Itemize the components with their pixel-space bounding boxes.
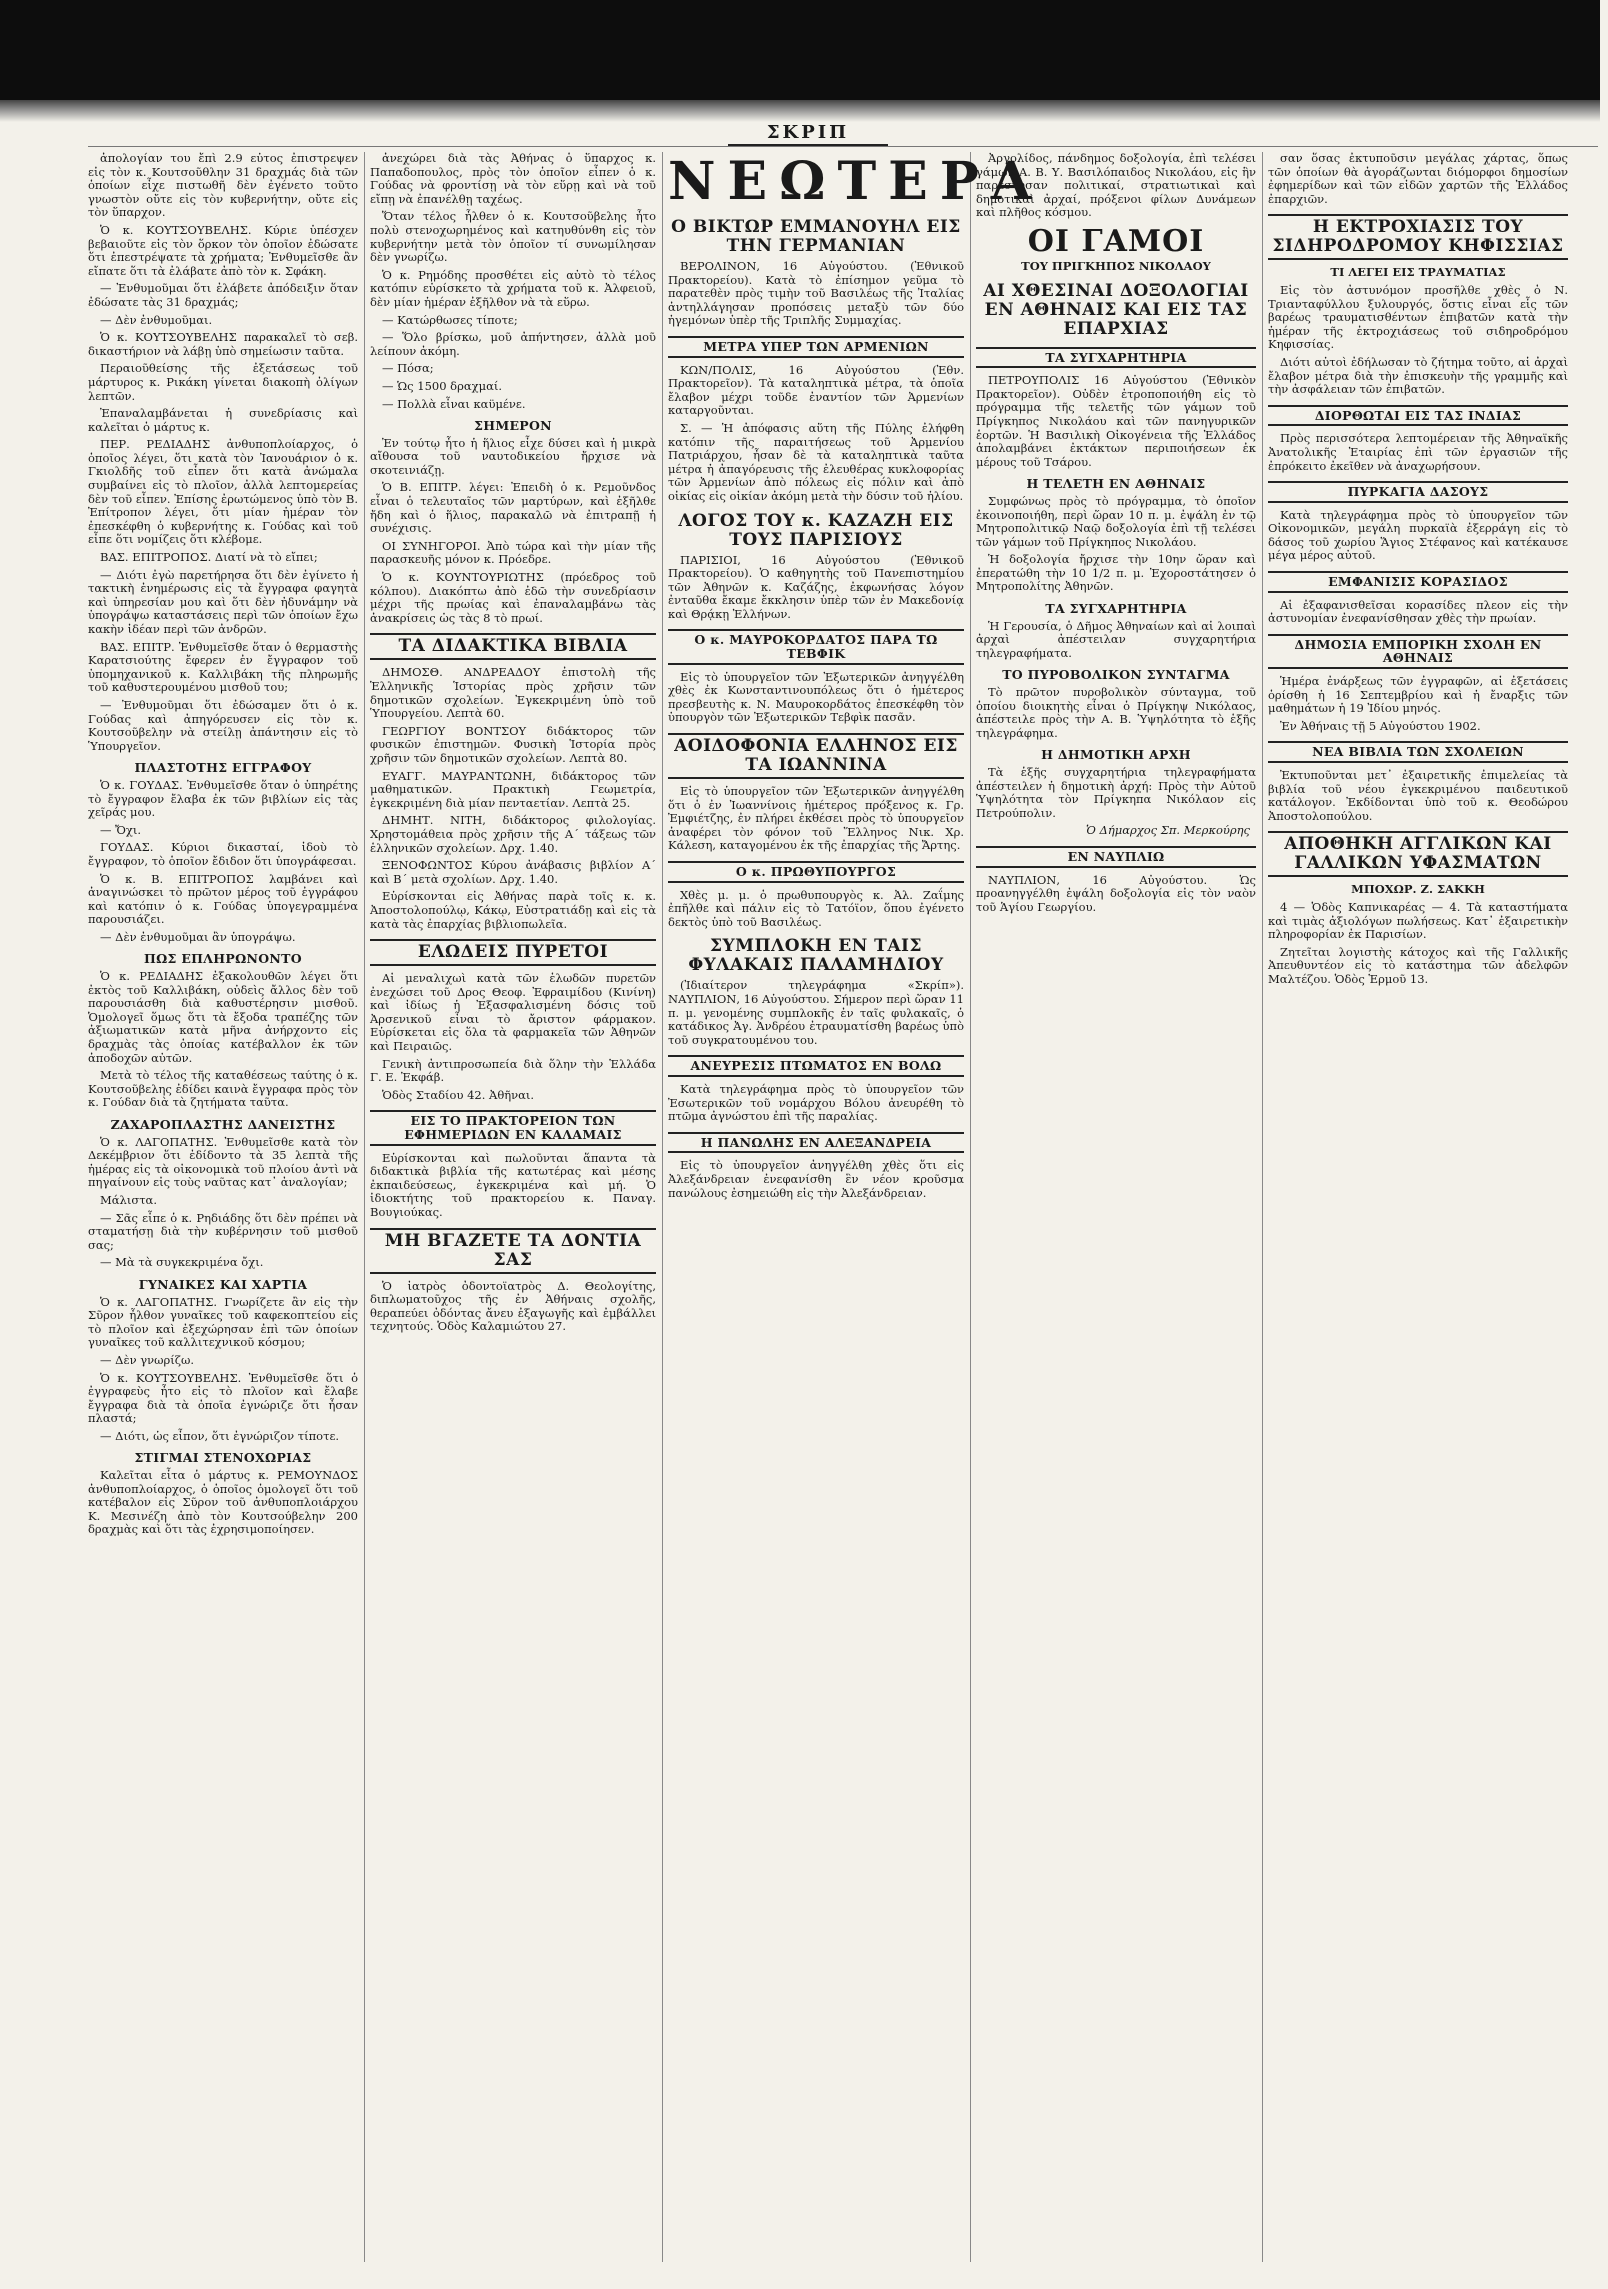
article-paragraph: Εἰς τὸ ὑπουργεῖον ἀνηγγέλθη χθὲς ὅτι εἰς Ἀλεξάνδρειαν ἐνεφανίσθη ἓν νέον κροῦσμα πανώλους ἐσημειώθη εἰς τὴν Ἀλεξάνδρειαν.: [668, 1158, 964, 1200]
column-divider: [1262, 152, 1263, 2262]
article-paragraph: Ὁδὸς Σταδίου 42. Ἀθῆναι.: [382, 1087, 535, 1102]
article-paragraph: Ὁ κ. ΛΑΓΟΠΑΤΗΣ. Γνωρίζετε ἂν εἰς τὴν Σῦρον ἦλθον γυναῖκες τοῦ καφεκοπτείου εἰς τὸ πλοῖον καὶ ἐξεχώρησαν ἐπὶ τῶν ὁποίων γυναῖκες τοῦ καλλιτεχνικοῦ κόσμου;: [88, 1294, 358, 1350]
masthead-rule: [88, 146, 1598, 147]
article-paragraph: Ἡ δοξολογία ἤρχισε τὴν 10ην ὥραν καὶ ἐπερατώθη τὴν 10 1/2 π. μ. Ἐχοροστάτησεν ὁ Μητροπολίτης Ἀθηνῶν.: [976, 552, 1256, 594]
article-paragraph: Εὑρίσκονται εἰς Ἀθήνας παρὰ τοῖς κ. κ. Ἀποστολοπούλῳ, Κάκῳ, Εὐστρατιάδῃ καὶ εἰς τὰ κατὰ τὰς ἐπαρχίας βιβλιοπωλεῖα.: [370, 889, 656, 931]
article-paragraph: Ἀργολίδος, πάνδημος δοξολογία, ἐπὶ τελέσει γάμων Α. Β. Υ. Βασιλόπαιδος Νικολάου, εἰς ἣν παρέστησαν πολιτικαί, στρατιωτικαὶ καὶ δημοτικαὶ ἀρχαί, πρόξενοι φίλων Δυνάμεων καὶ πλῆθος κόσμου.: [976, 151, 1256, 220]
article-headline: ΛΟΓΟΣ ΤΟΥ κ. ΚΑΖΑΖΗ ΕΙΣ ΤΟΥΣ ΠΑΡΙΣΙΟΥΣ: [678, 510, 954, 550]
article-headline: ΑΝΕΥΡΕΣΙΣ ΠΤΩΜΑΤΟΣ ΕΝ ΒΟΛΩ: [668, 1055, 964, 1077]
article-paragraph: Ὁ κ. ΓΟΥΔΑΣ. Ἐνθυμεῖσθε ὅταν ὁ ὑπηρέτης τὸ ἔγγραφον ἔλαβα ἐκ τῶν βιβλίων εἰς τὰς χεῖράς μου.: [88, 777, 358, 820]
article-paragraph: Ἡ Γερουσία, ὁ Δῆμος Ἀθηναίων καὶ αἱ λοιπαὶ ἀρχαὶ ἀπέστειλαν συγχαρητήρια τηλεγραφήματα.: [976, 618, 1256, 660]
article-paragraph: Ὁ κ. ΚΟΥΤΣΟΥΒΕΛΗΣ παρακαλεῖ τὸ σεβ. δικαστήριον νὰ λάβῃ ὑπὸ σημείωσιν ταῦτα.: [88, 330, 358, 358]
article-headline: ΓΥΝΑΙΚΕΣ ΚΑΙ ΧΑΡΤΙΑ: [138, 1276, 308, 1292]
article-paragraph: ΒΕΡΟΛΙΝΟΝ, 16 Αὐγούστου. (Ἐθνικοῦ Πρακτορείου). Κατὰ τὸ ἐπίσημον γεῦμα τὸ παρατεθὲν πρὸς τιμὴν τοῦ Βασιλέως τῆς Ἰταλίας ἀντηλλάγησαν προπόσεις μεταξὺ τῶν δύο ἡγεμόνων ὑπὲρ τῆς Τριπλῆς Συμμαχίας.: [668, 259, 964, 328]
article-headline: Ο κ. ΠΡΩΘΥΠΟΥΡΓΟΣ: [668, 861, 964, 883]
article-paragraph: — Ἐνθυμοῦμαι ὅτι ἐλάβετε ἀπόδειξιν ὅταν ἐδώσατε τὰς 31 δραχμάς;: [88, 281, 358, 309]
article-headline: ΠΥΡΚΑΓΙΑ ΔΑΣΟΥΣ: [1268, 481, 1568, 503]
article-paragraph: Κατὰ τηλεγράφημα πρὸς τὸ ὑπουργεῖον τῶν Οἰκονομικῶν, μεγάλη πυρκαϊὰ ἐξερράγη εἰς τὸ δάσος τοῦ χωρίου Ἅγιος Στέφανος καὶ κατέκαυσε μέγα μέρος αὐτοῦ.: [1268, 507, 1568, 563]
article-paragraph: Εἰς τὸ ὑπουργεῖον τῶν Ἐξωτερικῶν ἀνηγγέλθη χθὲς ἐκ Κωνσταντινουπόλεως ὅτι ὁ ἡμέτερος πρεσβευτὴς κ. Ν. Μαυροκορδάτος ἐπεσκέφθη τὸν ὑπουργὸν τῶν Ἐξωτερικῶν Τεβφὶκ πασᾶν.: [668, 669, 964, 725]
article-paragraph: Περαιοῦθείσης τῆς ἐξετάσεως τοῦ μάρτυρος κ. Ρικάκη γίνεται διακοπὴ ὀλίγων λεπτῶν.: [88, 361, 358, 403]
article-paragraph: Γενικὴ ἀντιπροσωπεία διὰ ὅλην τὴν Ἑλλάδα Γ. Ε. Ἐκφάβ.: [370, 1056, 656, 1085]
column-5: [1268, 152, 1568, 2262]
column-1: [88, 152, 358, 2262]
article-paragraph: — Ὡς 1500 δραχμαί.: [382, 378, 503, 393]
article-paragraph: Ὁ κ. Ρημόδης προσθέτει εἰς αὐτὸ τὸ τέλος κατόπιν εὑρίσκετο τὰ χρήματα τοῦ κ. Ἀλφειοῦ, δὲν μίαν ἡμέραν ἐξῆλθον νὰ τὰ εὕρω.: [370, 267, 656, 309]
article-paragraph: Ἐπαναλαμβάνεται ἡ συνεδρίασις καὶ καλεῖται ὁ μάρτυς κ.: [88, 406, 358, 434]
article-paragraph: — Σᾶς εἶπε ὁ κ. Ρηδιάδης ὅτι δὲν πρέπει νὰ σταματήσῃ διὰ τὴν κυβέρνησιν τοῦ μισθοῦ σας;: [88, 1210, 358, 1252]
article-subheadline: ΜΠΟΧΩΡ. Ζ. ΣΑΚΚΗ: [1351, 882, 1485, 897]
article-headline: ΕΙΣ ΤΟ ΠΡΑΚΤΟΡΕΙΟΝ ΤΩΝ ΕΦΗΜΕΡΙΔΩΝ ΕΝ ΚΑΛΑΜΑΙΣ: [370, 1110, 656, 1145]
article-paragraph: Εἰς τὸ ὑπουργεῖον τῶν Ἐξωτερικῶν ἀνηγγέλθη ὅτι ὁ ἐν Ἰωαννίνοις ἡμέτερος πρόξενος κ. Γρ. Ἐμφιέτζης, ἐν πλήρει ἐκθέσει πρὸς τὸ ὑπουργεῖον ἀναφέρει τὸν φόνον τοῦ Ἕλληνος Νικ. Χρ. Κάλεση, καταγομένου ἐκ τῆς ἐπαρχίας τῆς Ἄρτης.: [668, 784, 964, 853]
scan-top-edge: [0, 100, 1600, 122]
article-headline: Η ΔΗΜΟΤΙΚΗ ΑΡΧΗ: [1041, 747, 1191, 763]
article-paragraph: Ἡμέρα ἐνάρξεως τῶν ἐγγραφῶν, αἱ ἐξετάσεις ὁρίσθη ἡ 16 Σεπτεμβρίου καὶ ἡ ἔναρξις τῶν μαθημάτων ἡ 19 Ἰδίου μηνός.: [1268, 674, 1568, 716]
article-paragraph: Εὑρίσκονται καὶ πωλοῦνται ἅπαντα τὰ διδακτικὰ βιβλία τῆς κατωτέρας καὶ μέσης ἐκπαιδεύσεως, ἐγκεκριμένα καὶ μή. Ὁ ἰδιοκτήτης τοῦ πρακτορείου κ. Παναγ. Βουγιούκας.: [370, 1150, 656, 1219]
article-paragraph: — Διότι ἐγὼ παρετήρησα ὅτι δὲν ἐγίνετο ἡ τακτικὴ ἐνημέρωσις εἰς τὰ ἔγγραφα φαγητὰ καὶ ὑπηρεσίαν μου καὶ ὅτι δὲν ἠδυνάμην νὰ ὑπογράψω καταστάσεις περὶ τῶν ὁποίων ἔχω κακὴν ἰδέαν περὶ τῶν ἀνδρῶν.: [88, 567, 358, 636]
article-paragraph: Τὰ ἑξῆς συγχαρητήρια τηλεγραφήματα ἀπέστειλεν ἡ δημοτικὴ ἀρχή: Πρὸς τὴν Αὐτοῦ Ὑψηλότητα τὸν Πρίγκηπα Νικόλαον εἰς Πετρούπολιν.: [976, 765, 1256, 820]
article-headline: ΤΑ ΣΥΓΧΑΡΗΤΗΡΙΑ: [1045, 601, 1187, 617]
article-paragraph: Ὁ Β. ΕΠΙΤΡ. λέγει: Ἐπειδὴ ὁ κ. Ρεμοῦνδος εἶναι ὁ τελευταῖος τῶν μαρτύρων, καὶ ἐξῆλθε ἤδη καὶ ὁ ἥλιος, παρακαλῶ νὰ ἐπιτραπῇ ἡ συνέχισις.: [370, 480, 656, 536]
article-paragraph: ΟΙ ΣΥΝΗΓΟΡΟΙ. Ἀπὸ τώρα καὶ τὴν μίαν τῆς παρασκευῆς μόνον κ. Πρόεδρε.: [370, 538, 656, 567]
article-headline: ΕΛΩΔΕΙΣ ΠΥΡΕΤΟΙ: [370, 939, 656, 966]
article-paragraph: ΝΑΥΠΛΙΟΝ, 16 Αὐγούστου. Ὡς προανηγγέλθη ἐψάλη δοξολογία εἰς τὸν ναὸν τοῦ Ἁγίου Γεωργίου.: [976, 872, 1256, 914]
article-headline: ΤΑ ΔΙΔΑΚΤΙΚΑ ΒΙΒΛΙΑ: [370, 633, 656, 660]
article-subheadline: ΤΟΥ ΠΡΙΓΚΗΠΟΣ ΝΙΚΟΛΑΟΥ: [1021, 258, 1211, 273]
article-paragraph: Ὁ κ. ΚΟΥΝΤΟΥΡΙΩΤΗΣ (πρόεδρος τοῦ κόλπου). Διακόπτω ἀπὸ ἐδῶ τὴν συνεδρίασιν μέχρι τῆς πρωίας καὶ ἐπαναλαμβάνω τὰς ἀνακρίσεις ὡς τὰς 8 τὸ πρωί.: [370, 570, 656, 625]
article-paragraph: ΠΕΡ. ΡΕΔΙΑΔΗΣ ἀνθυποπλοίαρχος, ὁ ὁποῖος λέγει, ὅτι κατὰ τὸν Ἰανουάριον ὁ κ. Γκιολδῆς τοῦ εἶπεν ὅτι κατὰ ἀνώμαλα συμβαίνει εἰς τὸ πλοῖον, ἀλλὰ λεπτομερείας δὲν τοῦ εἶπεν. Ἐπίσης ἐρωτώμενος ὑπὸ τὸν Β. Ἐπίτροπον λέγει, ὅτι μίαν ἡμέραν τὸν ἐπεσκέφθη ὁ κυβερνήτης κ. Γούδας καὶ τοῦ εἶπε ὅτι νομίζεις ὅτι κλέβομε.: [88, 437, 358, 547]
article-paragraph: — Διότι, ὡς εἶπον, ὅτι ἐγνώριζον τίποτε.: [100, 1428, 340, 1443]
article-paragraph: Ἐκτυποῦνται μετ᾽ ἐξαιρετικῆς ἐπιμελείας τὰ βιβλία τοῦ νέου ἐγκεκριμένου παιδευτικοῦ κατάλογον. Ἐκδίδονται ὑπὸ τοῦ κ. Θεοδώρου Ἀποστολοπούλου.: [1268, 768, 1568, 823]
article-headline: ΔΙΟΡΘΩΤΑΙ ΕΙΣ ΤΑΣ ΙΝΔΙΑΣ: [1268, 405, 1568, 427]
article-headline: ΣΥΜΠΛΟΚΗ ΕΝ ΤΑΙΣ ΦΥΛΑΚΑΙΣ ΠΑΛΑΜΗΔΙΟΥ: [688, 936, 944, 976]
article-headline: ΜΗ ΒΓΑΖΕΤΕ ΤΑ ΔΟΝΤΙΑ ΣΑΣ: [370, 1228, 656, 1274]
article-headline: ΑΠΟΘΗΚΗ ΑΓΓΛΙΚΩΝ ΚΑΙ ΓΑΛΛΙΚΩΝ ΥΦΑΣΜΑΤΩΝ: [1268, 831, 1568, 877]
article-paragraph: — Πολλὰ εἶναι καϋμένε.: [382, 396, 526, 411]
article-paragraph: Χθὲς μ. μ. ὁ πρωθυπουργὸς κ. Ἀλ. Ζαΐμης ἐπῆλθε καὶ πάλιν εἰς τὸ Τατόϊον, ὅπου ἐγένετο δεκτὸς ὑπὸ τοῦ Βασιλέως.: [668, 887, 964, 929]
article-paragraph: Σ. — Ἡ ἀπόφασις αὕτη τῆς Πύλης ἐλήφθη κατόπιν τῆς παραιτήσεως τοῦ Ἀρμενίου Πατριάρχου, ἦσαν δὲ τὰ καταληπτικὰ ταῦτα μέτρα ἡ ἀπαγόρευσις τῆς ἐλευθέρας κυκλοφορίας τῶν Ἀρμενίων ἀπὸ πόλεως εἰς πόλιν καὶ ἀπὸ οἰκίας εἰς οἰκίαν ἀκόμη μετὰ τὴν δύσιν τοῦ ἡλίου.: [668, 420, 964, 503]
article-paragraph: Πρὸς περισσότερα λεπτομέρειαν τῆς Ἀθηναϊκῆς Ἀνατολικῆς Ἑταιρίας ἐπὶ τῶν ἐργασιῶν τῆς ἐπρόκειτο ἐκεῖθεν νὰ ἀναχωρήσουν.: [1268, 431, 1568, 473]
article-paragraph: ΓΟΥΔΑΣ. Κύριοι δικασταί, ἰδοὺ τὸ ἔγγραφον, τὸ ὁποῖον ἔδιδον ὅτι ὑπογράφεσαι.: [88, 840, 358, 868]
article-headline: Η ΤΕΛΕΤΗ ΕΝ ΑΘΗΝΑΙΣ: [1026, 476, 1206, 492]
article-headline: ΑΙ ΧΘΕΣΙΝΑΙ ΔΟΞΟΛΟΓΙΑΙ ΕΝ ΑΘΗΝΑΙΣ ΚΑΙ ΕΙΣ ΤΑΣ ΕΠΑΡΧΙΑΣ: [983, 280, 1249, 339]
article-paragraph: Ὁ κ. ΚΟΥΤΣΟΥΒΕΛΗΣ. Κύριε ὑπέσχεν βεβαιοῦτε εἰς τὸν ὅρκον τὸν ὁποῖον ἐδώσατε ὅτι ἐπεστρέψατε τὰ χρήματα; Ἐνθυμεῖσθε ἂν εἴπατε ὅτι τὰ ἐλάβατε ἀπὸ τὸν κ. Σφάκη.: [88, 222, 358, 278]
article-paragraph: Αἱ ἐξαφανισθεῖσαι κορασίδες πλεον εἰς τὴν ἀστυνομίαν ἐνεφανίσθησαν χθὲς τὴν πρωίαν.: [1268, 597, 1568, 626]
scan-top-border: [0, 0, 1600, 100]
article-headline: ΔΗΜΟΣΙΑ ΕΜΠΟΡΙΚΗ ΣΧΟΛΗ ΕΝ ΑΘΗΝΑΙΣ: [1268, 634, 1568, 669]
article-headline: ΠΩΣ ΕΠΛΗΡΩΝΟΝΤΟ: [144, 951, 302, 967]
article-paragraph: (Ἰδιαίτερον τηλεγράφημα «Σκρίπ»). ΝΑΥΠΛΙΟΝ, 16 Αὐγούστου. Σήμερον περὶ ὥραν 11 π. μ. γενομένης συμπλοκῆς ἐν ταῖς φυλακαῖς, ὁ κατάδικος Ἀγ. Ἀνδρέου ἐτραυματίσθη βαρέως ὑπὸ τοῦ συγκρατουμένου του.: [668, 978, 964, 1047]
article-paragraph: Ὁ κ. ΡΕΔΙΑΔΗΣ ἐξακολουθῶν λέγει ὅτι ἐκτὸς τοῦ Καλλιβάκη, οὐδεὶς ἄλλος δὲν τοῦ παρουσιάσθη διὰ καθυστέρησιν μισθοῦ. Ὁμολογεῖ ὅμως ὅτι τὰ ἔξοδα τραπέζης τῶν ἀξιωματικῶν κατὰ μῆνα ἀνήρχοντο εἰς δραχμὰς τὰς ὁποίας κατέβαλλον ἐκ τῶν ἀποδοχῶν αὐτῶν.: [88, 969, 358, 1065]
article-paragraph: Ἐν Ἀθήναις τῇ 5 Αὐγούστου 1902.: [1280, 718, 1481, 733]
article-headline: ΝΕΑ ΒΙΒΛΙΑ ΤΩΝ ΣΧΟΛΕΙΩΝ: [1268, 741, 1568, 763]
article-paragraph: Μάλιστα.: [100, 1192, 157, 1207]
article-headline: ΤΑ ΣΥΓΧΑΡΗΤΗΡΙΑ: [976, 347, 1256, 369]
article-paragraph: ΠΕΤΡΟΥΠΟΛΙΣ 16 Αὐγούστου (Ἐθνικὸν Πρακτορεῖον). Οὐδὲν ἐτροποποιήθη εἰς τὸ πρόγραμμα τῆς τελετῆς τῶν γάμων τοῦ Πρίγκηπος Νικολάου καὶ τῶν πανηγυρικῶν ἑορτῶν. Ἡ Βασιλικὴ Οἰκογένεια τῆς Ἑλλάδος ἀπολαμβάνει ἐκτάκτων περιποιήσεων ἐκ μέρους τοῦ Τσάρου.: [976, 373, 1256, 469]
masthead: ΣΚΡΙΠ: [728, 122, 888, 146]
newspaper-page: [88, 122, 1608, 2272]
article-headline: ΜΕΤΡΑ ΥΠΕΡ ΤΩΝ ΑΡΜΕΝΙΩΝ: [668, 336, 964, 358]
article-subheadline: ΤΙ ΛΕΓΕΙ ΕΙΣ ΤΡΑΥΜΑΤΙΑΣ: [1330, 265, 1506, 280]
article-paragraph: Συμφώνως πρὸς τὸ πρόγραμμα, τὸ ὁποῖον ἐκοινοποιήθη, περὶ ὥραν 10 π. μ. ἐψάλη ἐν τῷ Μητροπολιτικῷ Ναῷ δοξολογία ἐπὶ τῇ τελέσει τῶν γάμων τοῦ Πρίγκηπος Νικολάου.: [976, 493, 1256, 549]
article-paragraph: ΚΩΝ/ΠΟΛΙΣ, 16 Αὐγούστου (Ἐθν. Πρακτορεῖον). Τὰ καταληπτικὰ μέτρα, τὰ ὁποῖα ἔλαβον μέχρι τοῦδε ἐναντίον τῶν Ἀρμενίων καταργοῦνται.: [668, 362, 964, 418]
article-headline: ΕΝ ΝΑΥΠΛΙΩ: [976, 846, 1256, 868]
column-divider: [662, 152, 663, 2262]
article-paragraph: ΒΑΣ. ΕΠΙΤΡ. Ἐνθυμεῖσθε ὅταν ὁ θερμαστὴς Καρατσιούτης ἔφερεν ἐν ἔγγραφον τοῦ ὑπομηχανικοῦ κ. Καλλιβάκη τῆς πληρωμῆς τοῦ καθυστερουμένου μισθοῦ του;: [88, 639, 358, 695]
column-2: [370, 152, 656, 2262]
article-paragraph: ΒΑΣ. ΕΠΙΤΡΟΠΟΣ. Διατί νὰ τὸ εἴπει;: [100, 550, 318, 565]
column-divider: [970, 152, 971, 2262]
article-paragraph: ΓΕΩΡΓΙΟΥ ΒΟΝΤΣΟΥ διδάκτορος τῶν φυσικῶν ἐπιστημῶν. Φυσικὴ Ἱστορία πρὸς χρῆσιν τῶν δημοτικῶν σχολείων. Λεπτὰ 80.: [370, 723, 656, 765]
column-divider: [364, 152, 365, 2262]
article-paragraph: — Ἐνθυμοῦμαι ὅτι ἐδώσαμεν ὅτι ὁ κ. Γούδας καὶ ἀπηγόρευσεν εἰς τὸν κ. Κουτσοῦβελην νὰ στείλῃ ἀπάντησιν εἰς τὸ Ὑπουργεῖον.: [88, 697, 358, 753]
article-paragraph: Διότι αὐτοὶ ἐδήλωσαν τὸ ζήτημα τοῦτο, αἱ ἀρχαὶ ἔλαβον μέτρα διὰ τὴν ἐπισκευὴν τῆς γραμμῆς καὶ τὴν ἀσφάλειαν τῶν ἐπιβατῶν.: [1268, 354, 1568, 397]
article-paragraph: Καλεῖται εἶτα ὁ μάρτυς κ. ΡΕΜΟΥΝΔΟΣ ἀνθυποπλοίαρχος, ὁ ὁποῖος ὁμολογεῖ ὅτι τοῦ κατέβαλον εἰς Σῦρον τοῦ ἀνθυποπλοιάρχου Κ. Μεσινέζη ἀπὸ τὸν Κουτσούβελην 200 δραχμὰς καὶ ὅτι τὰς ἐχρησιμοποίησεν.: [88, 1468, 358, 1537]
column-4: [976, 152, 1256, 2262]
article-paragraph: — Πόσα;: [382, 361, 434, 376]
article-paragraph: — Δὲν γνωρίζω.: [100, 1352, 195, 1367]
article-paragraph: ἀνεχώρει διὰ τὰς Ἀθήνας ὁ ὕπαρχος κ. Παπαδοπουλος, πρὸς τὸν ὁποῖον εἶπεν ὁ κ. Γούδας νὰ φροντίσῃ νὰ τὸν εὕρῃ καὶ νὰ τοῦ εἴπῃ νὰ ἐπανέλθῃ ταχέως.: [370, 151, 656, 206]
article-headline: ΖΑΧΑΡΟΠΛΑΣΤΗΣ ΔΑΝΕΙΣΤΗΣ: [110, 1117, 336, 1132]
article-headline: ΟΙ ΓΑΜΟΙ: [1027, 223, 1205, 259]
article-paragraph: Αἱ μεναλιχωὶ κατὰ τῶν ἑλωδῶν πυρετῶν ἐνεχώσει τοῦ Δρος Θεοφ. Ἐφραιμίδου (Κινίνη) καὶ ἰδίως ἡ Ἐξασφαλισμένη δόσις τοῦ Ἀρσενικοῦ εἶναι τὸ ἄριστον φάρμακον. Εὑρίσκεται εἰς ὅλα τὰ φαρμακεῖα τῶν Ἀθηνῶν καὶ Πειραιῶς.: [370, 971, 656, 1054]
article-headline: Η ΕΚΤΡΟΧΙΑΣΙΣ ΤΟΥ ΣΙΔΗΡΟΔΡΟΜΟΥ ΚΗΦΙΣΣΙΑΣ: [1268, 214, 1568, 260]
article-paragraph: Ὁ ἰατρὸς ὀδοντοϊατρὸς Δ. Θεολογίτης, διπλωματοῦχος τῆς ἐν Ἀθήναις σχολῆς, θεραπεύει ὀδόντας ἄνευ ἐξαγωγῆς καὶ ἐμβάλλει τεχνητούς. Ὁδὸς Καλαμιώτου 27.: [370, 1278, 656, 1334]
article-paragraph: Μετὰ τὸ τέλος τῆς καταθέσεως ταύτης ὁ κ. Κουτσοῦβελης ἐδίδει καινὰ ἔγγραφα πρὸς τὸν κ. Γούδαν διὰ τὰ ζητήματα ταῦτα.: [88, 1068, 358, 1110]
article-paragraph: — Κατώρθωσες τίποτε;: [382, 312, 518, 327]
article-paragraph: — Δὲν ἐνθυμοῦμαι.: [100, 312, 213, 327]
article-paragraph: — Δὲν ἐνθυμοῦμαι ἂν ὑπογράψω.: [100, 929, 296, 944]
article-headline: Η ΠΑΝΩΛΗΣ ΕΝ ΑΛΕΞΑΝΔΡΕΙΑ: [668, 1132, 964, 1154]
article-headline: ΤΟ ΠΥΡΟΒΟΛΙΚΟΝ ΣΥΝΤΑΓΜΑ: [1002, 667, 1230, 683]
article-paragraph: ΕΥΑΓΓ. ΜΑΥΡΑΝΤΩΝΗ, διδάκτορος τῶν μαθηματικῶν. Πρακτικὴ Γεωμετρία, ἐγκεκριμένη διὰ μίαν πενταετίαν. Λεπτὰ 25.: [370, 768, 656, 810]
article-headline: Ο κ. ΜΑΥΡΟΚΟΡΔΑΤΟΣ ΠΑΡΑ ΤΩ ΤΕΒΦΙΚ: [668, 629, 964, 664]
article-headline: ΠΛΑΣΤΟΤΗΣ ΕΓΓΡΑΦΟΥ: [134, 760, 312, 776]
article-paragraph: Ὁ κ. Β. ΕΠΙΤΡΟΠΟΣ λαμβάνει καὶ ἀναγινώσκει τὸ πρῶτον μέρος τοῦ ἐγγράφου καὶ κατόπιν ὁ κ. Γούδας ὑπογεγραμμένα παρουσιάζει.: [88, 871, 358, 927]
column-3: [668, 151, 1044, 2262]
article-signature: Ὁ Δήμαρχος Σπ. Μερκούρης: [1086, 823, 1250, 838]
article-paragraph: Ὅταν τέλος ἦλθεν ὁ κ. Κουτσοῦβελης ἦτο πολὺ στενοχωρημένος καὶ κατηυθύνθη εἰς τὸν κυβερνήτην μετὰ τὸν ὁποῖον τί συνωμίλησαν δὲν γνωρίζω.: [370, 209, 656, 265]
article-paragraph: Ὁ κ. ΛΑΓΟΠΑΤΗΣ. Ἐνθυμεῖσθε κατὰ τὸν Δεκέμβριον ὅτι ἐδίδοντο τὰ 35 λεπτὰ τῆς ἡμέρας εἰς τὰ οἰκονομικὰ τοῦ πλοίου ἀντὶ νὰ πηγαίνουν εἰς τοὺς ναῦτας κατ᾽ ἀναλογίαν;: [88, 1134, 358, 1190]
article-headline: ΑΟΙΔΟΦΟΝΙΑ ΕΛΛΗΝΟΣ ΕΙΣ ΤΑ ΙΩΑΝΝΙΝΑ: [668, 733, 964, 779]
article-paragraph: — Μὰ τὰ συγκεκριμένα ὄχι.: [100, 1255, 264, 1270]
article-paragraph: — Ὄχι.: [100, 822, 142, 837]
article-headline: Ο ΒΙΚΤΩΡ ΕΜΜΑΝΟΥΗΛ ΕΙΣ ΤΗΝ ΓΕΡΜΑΝΙΑΝ: [671, 217, 961, 256]
article-paragraph: Εἰς τὸν ἀστυνόμον προσῆλθε χθὲς ὁ Ν. Τριανταφύλλου ξυλουργός, ὅστις εἶναι εἷς τῶν βαρέως τραυματισθέντων ἐπιβατῶν κατὰ τὴν ἡμέραν τῆς ἐκτροχιάσεως τοῦ σιδηροδρόμου Κηφισσίας.: [1268, 282, 1568, 352]
article-paragraph: σαν ὅσας ἐκτυποῦσιν μεγάλας χάρτας, ὅπως τῶν ὁποίων θὰ ἀγοράζωνται διόμορφοι δημοσίων ἐφημερίδων καὶ τῶν εἰδῶν χαρτῶν τῆς Ἑλλάδος ἐπαρχιῶν.: [1268, 151, 1568, 206]
article-headline: ΕΜΦΑΝΙΣΙΣ ΚΟΡΑΣΙΔΟΣ: [1268, 571, 1568, 593]
article-paragraph: ΠΑΡΙΣΙΟΙ, 16 Αὐγούστου (Ἐθνικοῦ Πρακτορείου). Ὁ καθηγητὴς τοῦ Πανεπιστημίου τῶν Ἀθηνῶν κ. Καζάζης, ἐκφωνήσας λόγον ἐνταῦθα ἔκαμε ἔκκλησιν ὑπὲρ τῶν ἐν Μακεδονίᾳ καὶ Θρᾴκῃ Ἑλλήνων.: [668, 552, 964, 621]
article-paragraph: — Ὅλο βρίσκω, μοῦ ἀπήντησεν, ἀλλὰ μοῦ λείπουν ἀκόμη.: [370, 330, 656, 358]
article-headline: ΣΤΙΓΜΑΙ ΣΤΕΝΟΧΩΡΙΑΣ: [134, 1450, 312, 1466]
article-paragraph: ΔΗΜΗΤ. ΝΙΤΗ, διδάκτορος φιλολογίας. Χρηστομάθεια πρὸς χρῆσιν τῆς Α´ τάξεως τῶν ἑλληνικῶν σχολείων. Δρχ. 1.40.: [370, 813, 656, 855]
article-paragraph: Κατὰ τηλεγράφημα πρὸς τὸ ὑπουργεῖον τῶν Ἐσωτερικῶν τοῦ νομάρχου Βόλου ἀνευρέθη τὸ πτῶμα ἀγνώστου ἐπὶ τῆς παραλίας.: [668, 1081, 964, 1124]
article-paragraph: Ὁ κ. ΚΟΥΤΣΟΥΒΕΛΗΣ. Ἐνθυμεῖσθε ὅτι ὁ ἐγγραφεὺς ἦτο εἰς τὸ πλοῖον καὶ ἔλαβε ἔγγραφα διὰ τὰ ὁποῖα ἐγνώριζε ὅτι ἦσαν πλαστά;: [88, 1370, 358, 1426]
article-paragraph: ἀπολογίαν του ἔπὶ 2.9 εὐτος ἐπιστρεψεν εἰς τὸν κ. Κουτσοῦθλην 31 δραχμάς διὰ τῶν ὁποίων εἶχε πιστωθῆ δὲν ἐγένετο τοῦτο γνωστὸν οὔτε εἰς τὸν κυβερνήτην, οὔτε εἰς τὸν ὕπαρχον.: [88, 151, 358, 220]
article-paragraph: Τὸ πρῶτον πυροβολικὸν σύνταγμα, τοῦ ὁποίου διοικητὴς εἶναι ὁ Πρίγκηψ Νικόλαος, ἀπέστειλε πρὸς τὴν Α. Β. Ὑψηλότητα τὸ ἑξῆς τηλεγράφημα.: [976, 685, 1256, 740]
article-paragraph: 4 — Ὁδὸς Καπνικαρέας — 4. Τὰ καταστήματα καὶ τιμὰς ἀξιολόγων πωλήσεως. Κατ᾽ ἐξαιρετικὴν πληροφορίαν ἐκ Παρισίων.: [1268, 899, 1568, 942]
article-paragraph: Ζητεῖται λογιστὴς κάτοχος καὶ τῆς Γαλλικῆς Ἀπευθυντέον εἰς τὸ κατάστημα τῶν ἀδελφῶν Μαλτέζου. Ὁδὸς Ἑρμοῦ 13.: [1268, 944, 1568, 986]
article-paragraph: ΔΗΜΟΣΘ. ΑΝΔΡΕΑΔΟΥ ἐπιστολὴ τῆς Ἑλληνικῆς Ἱστορίας πρὸς χρῆσιν τῶν δημοτικῶν σχολείων. Ἐγκεκριμένη ὑπὸ τοῦ Ὑπουργείου. Λεπτὰ 60.: [370, 665, 656, 721]
article-paragraph: Ἐν τούτῳ ἦτο ἡ ἥλιος εἶχε δύσει καὶ ἡ μικρὰ αἴθουσα τοῦ ναυτοδικείου ἤρχισε νὰ σκοτεινιάζῃ.: [370, 435, 656, 477]
article-headline: ΣΗΜΕΡΟΝ: [474, 418, 552, 434]
article-paragraph: ΞΕΝΟΦΩΝΤΟΣ Κύρου ἀνάβασις βιβλίον Α´ καὶ Β´ μετὰ σχολίων. Δρχ. 1.40.: [370, 858, 656, 886]
article-headline: ΝΕΩΤΕΡΑ: [668, 151, 1044, 212]
